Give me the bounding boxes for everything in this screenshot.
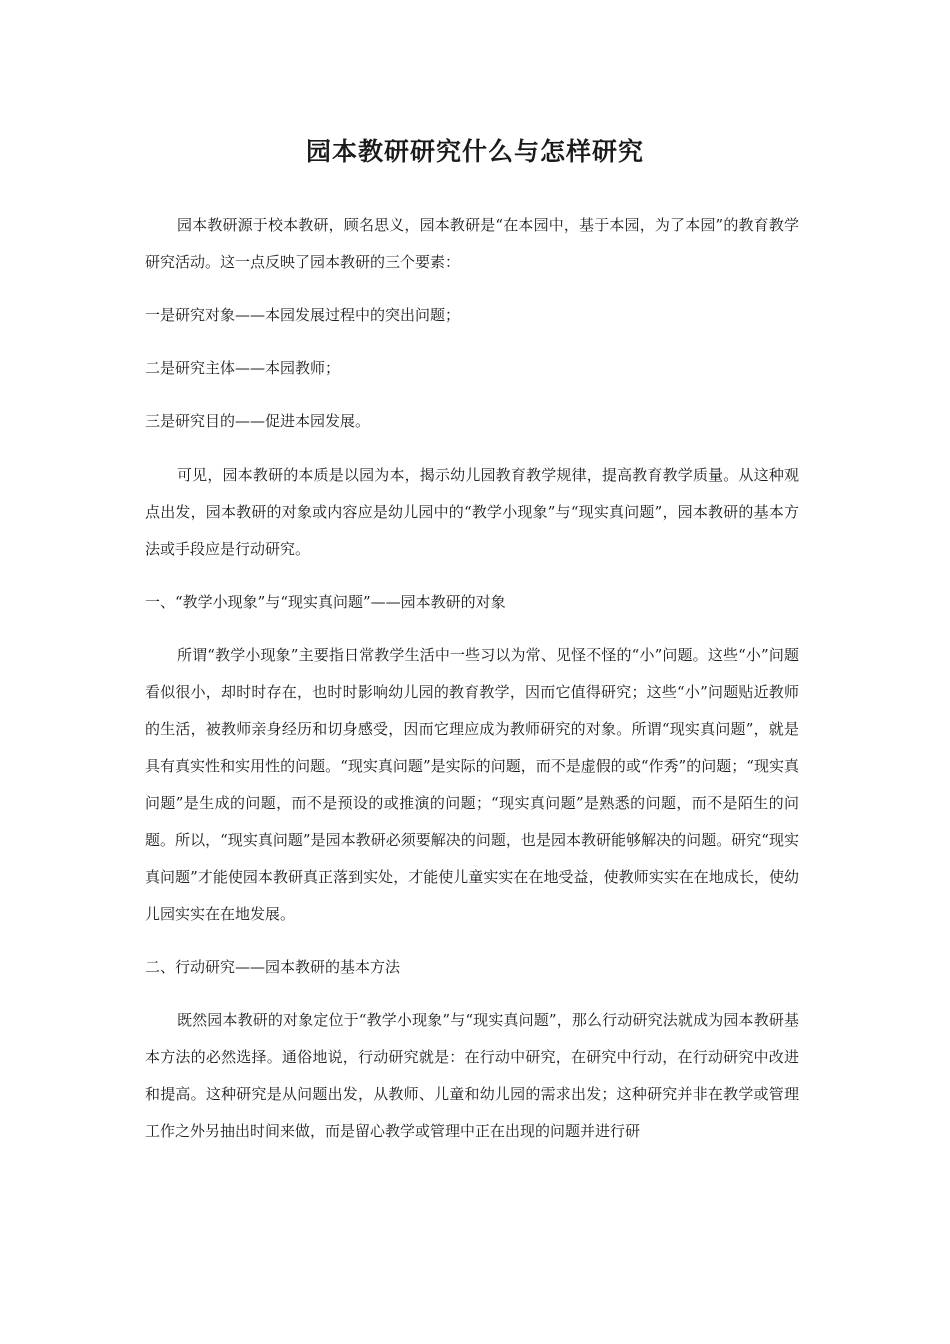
element-three-line: 三是研究目的——促进本园发展。 bbox=[145, 412, 371, 430]
section-heading-one: 一、“教学小现象”与“现实真问题”——园本教研的对象 bbox=[145, 593, 506, 611]
section-two-paragraph: 既然园本教研的对象定位于“教学小现象”与“现实真问题”，那么行动研究法就成为园本教研基本方法的必然选择。通俗地说，行动研究就是：在行动中研究，在研究中行动，在行动研究中改进和提高。这种研究是从问题出发，从教师、儿童和幼儿园的需求出发；这种研究并非在教学或管理工作之外另抽出时间来做，而是留心教学或管理中正在出现的问题并进行研 bbox=[145, 1011, 799, 1140]
section-one-paragraph: 所谓“教学小现象”主要指日常教学生活中一些习以为常、见怪不怪的“小”问题。这些“小”问题看似很小，却时时存在，也时时影响幼儿园的教育教学，因而它值得研究；这些“小”问题贴近教师的生活，被教师亲身经历和切身感受，因而它理应成为教师研究的对象。所谓“现实真问题”，就是具有真实性和实用性的问题。“现实真问题”是实际的问题，而不是虚假的或“作秀”的问题；“现实真问题”是生成的问题，而不是预设的或推演的问题；“现实真问题”是熟悉的问题，而不是陌生的问题。所以，“现实真问题”是园本教研必须要解决的问题，也是园本教研能够解决的问题。研究“现实真问题”才能使园本教研真正落到实处，才能使儿童实实在在地受益，使教师实实在在地成长，使幼儿园实实在在地发展。 bbox=[145, 646, 799, 923]
document-title: 园本教研研究什么与怎样研究 bbox=[305, 137, 644, 166]
intro-paragraph: 园本教研源于校本教研，顾名思义，园本教研是“在本园中，基于本园，为了本园”的教育教学研究活动。这一点反映了园本教研的三个要素： bbox=[145, 216, 799, 271]
element-two-line: 二是研究主体——本园教师； bbox=[145, 359, 341, 377]
document-body bbox=[145, 207, 799, 1150]
summary-paragraph: 可见，园本教研的本质是以园为本，揭示幼儿园教育教学规律，提高教育教学质量。从这种观点出发，园本教研的对象或内容应是幼儿园中的“教学小现象”与“现实真问题”，园本教研的基本方法或手段应是行动研究。 bbox=[145, 466, 799, 558]
element-one-line: 一是研究对象——本园发展过程中的突出问题； bbox=[145, 306, 461, 324]
section-heading-two: 二、行动研究——园本教研的基本方法 bbox=[145, 958, 401, 976]
